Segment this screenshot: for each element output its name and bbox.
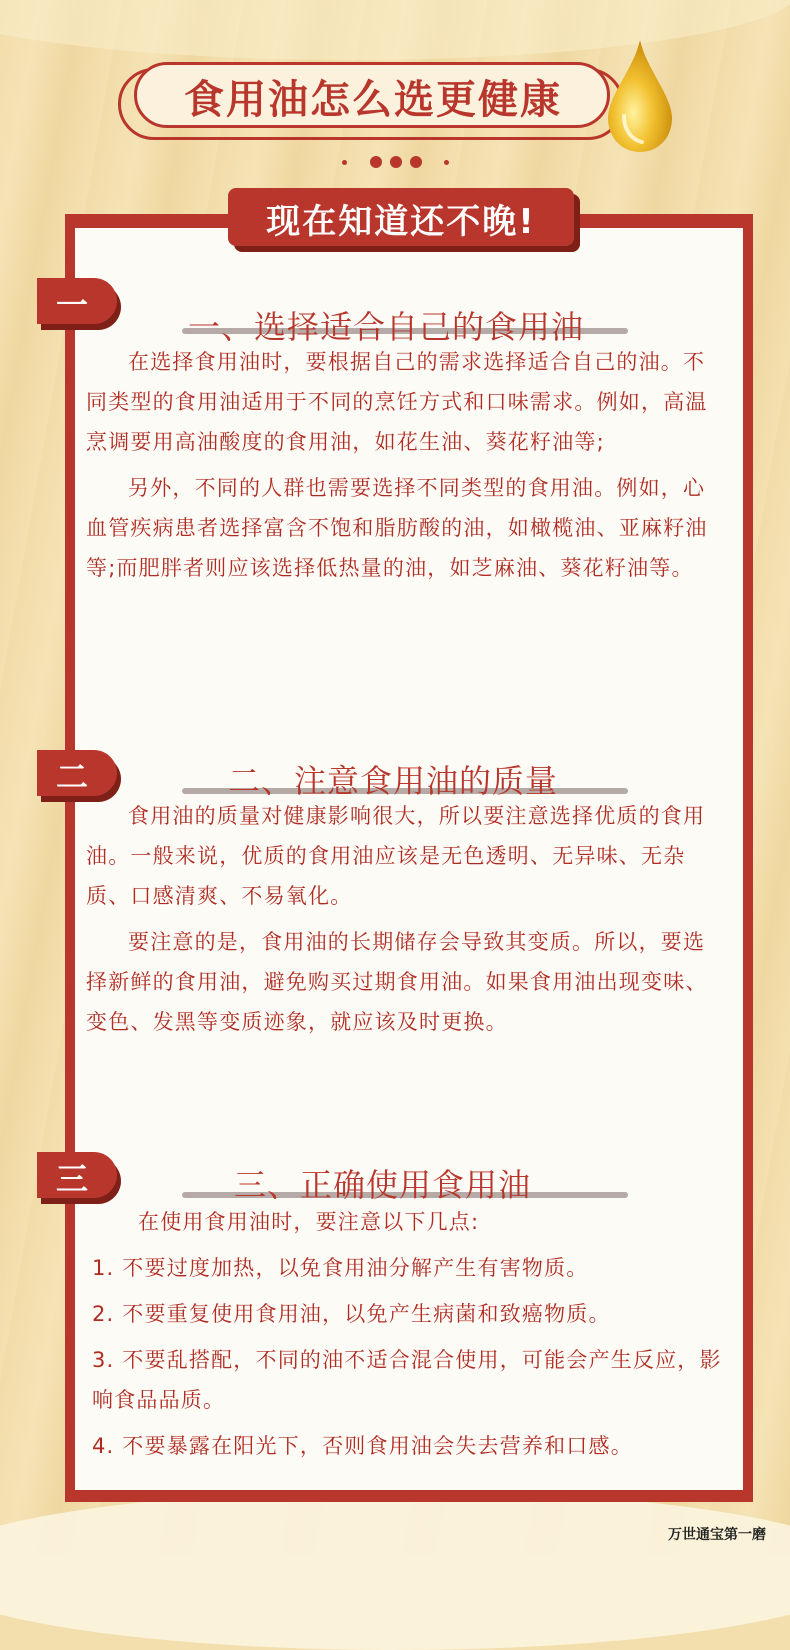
oil-drop-icon [606,38,674,154]
section-1-paragraph: 在选择食用油时，要根据自己的需求选择适合自己的油。不同类型的食用油适用于不同的烹饪方式和口味需求。例如，高温烹调要用高油酸度的食用油，如花生油、葵花籽油等; [86,350,708,454]
section-2-body [86,796,722,1048]
title-banner [118,62,626,140]
section-3-heading: 三、正确使用食用油 [234,1166,532,1204]
section-2-heading: 二、注意食用油的质量 [228,762,559,800]
background-curve-bottom [0,1490,790,1650]
section-3-intro: 在使用食用油时，要注意以下几点: [138,1210,480,1234]
section-2-tab [37,750,121,802]
section-1-heading: 一、选择适合自己的食用油 [188,308,585,346]
section-1-tab [37,278,121,330]
list-item: 2. 不要重复使用食用油，以免产生病菌和致癌物质。 [92,1302,611,1326]
list-item: 4. 不要暴露在阳光下，否则食用油会失去营养和口感。 [92,1434,633,1458]
subtitle-badge [228,188,580,252]
section-2-paragraph: 食用油的质量对健康影响很大，所以要注意选择优质的食用油。一般来说，优质的食用油应该是无色透明、无异味、无杂质、口感清爽、不易氧化。 [86,804,706,908]
section-3-tab [37,1152,121,1204]
section-1-paragraph: 另外，不同的人群也需要选择不同类型的食用油。例如，心血管疾病患者选择富含不饱和脂肪酸的油，如橄榄油、亚麻籽油等;而肥胖者则应该选择低热量的油，如芝麻油、葵花籽油等。 [86,476,708,580]
decorative-dots [338,154,458,170]
section-2-tab-label: 二 [55,758,88,796]
section-3-tab-label: 三 [55,1160,88,1198]
section-2-paragraph: 要注意的是，食用油的长期储存会导致其变质。所以，要选择新鲜的食用油，避免购买过期食用油。如果食用油出现变味、变色、发黑等变质迹象，就应该及时更换。 [86,930,708,1034]
section-1-body [86,342,722,594]
list-item: 1. 不要过度加热，以免食用油分解产生有害物质。 [92,1256,589,1280]
section-3-body [86,1202,722,1472]
subtitle-badge-text: 现在知道还不晚! [266,202,536,242]
list-item: 3. 不要乱搭配，不同的油不适合混合使用，可能会产生反应，影响食品品质。 [92,1348,722,1412]
watermark-text: 万世通宝第一磨 [668,1527,766,1543]
section-1-tab-label: 一 [55,286,88,324]
page-title: 食用油怎么选更健康 [184,77,562,123]
